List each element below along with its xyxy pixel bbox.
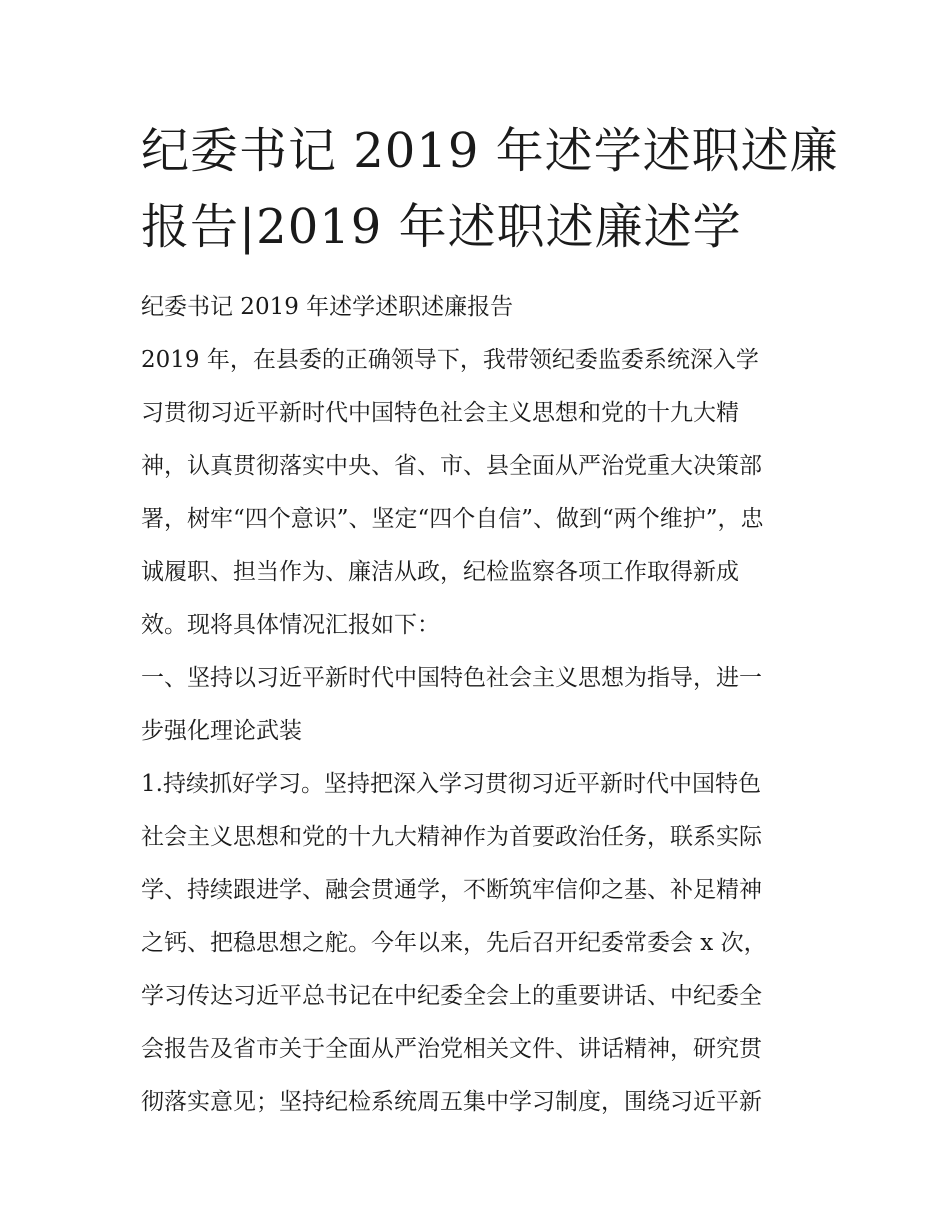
section-heading-line: 一、坚持以习近平新时代中国特色社会主义思想为指导，进一 <box>141 665 762 691</box>
intro-paragraph <box>141 334 813 652</box>
document-title <box>141 113 839 265</box>
paragraph-line: 2019 年，在县委的正确领导下，我带领纪委监委系统深入学 <box>141 347 759 373</box>
section-heading-1 <box>141 652 813 758</box>
section-heading-line: 步强化理论武装 <box>141 718 302 744</box>
title-line-1: 纪委书记 2019 年述学述职述廉 <box>141 123 839 179</box>
item-1-paragraph <box>141 758 813 1129</box>
paragraph-line: 诚履职、担当作为、廉洁从政，纪检监察各项工作取得新成 <box>141 559 739 585</box>
paragraph-line: 彻落实意见；坚持纪检系统周五集中学习制度，围绕习近平新 <box>141 1089 762 1115</box>
paragraph-line: 署，树牢“四个意识”、坚定“四个自信”、做到“两个维护”，忠 <box>141 506 764 532</box>
document-subtitle: 纪委书记 2019 年述学述职述廉报告 <box>141 294 514 320</box>
document-body <box>141 113 839 1129</box>
paragraph-line: 社会主义思想和党的十九大精神作为首要政治任务，联系实际 <box>141 824 762 850</box>
paragraph-line: 习贯彻习近平新时代中国特色社会主义思想和党的十九大精 <box>141 400 739 426</box>
paragraph-line: 学习传达习近平总书记在中纪委全会上的重要讲话、中纪委全 <box>141 983 762 1009</box>
paragraph-line: 会报告及省市关于全面从严治党相关文件、讲话精神，研究贯 <box>141 1036 762 1062</box>
paragraph-line: 1.持续抓好学习。坚持把深入学习贯彻习近平新时代中国特色 <box>141 771 761 797</box>
title-line-2: 报告|2019 年述职述廉述学 <box>141 199 742 255</box>
paragraph-line: 神，认真贯彻落实中央、省、市、县全面从严治党重大决策部 <box>141 453 762 479</box>
paragraph-line: 之钙、把稳思想之舵。今年以来，先后召开纪委常委会 x 次， <box>141 930 767 956</box>
paragraph-line: 效。现将具体情况汇报如下： <box>141 612 440 638</box>
paragraph-line: 学、持续跟进学、融会贯通学，不断筑牢信仰之基、补足精神 <box>141 877 762 903</box>
